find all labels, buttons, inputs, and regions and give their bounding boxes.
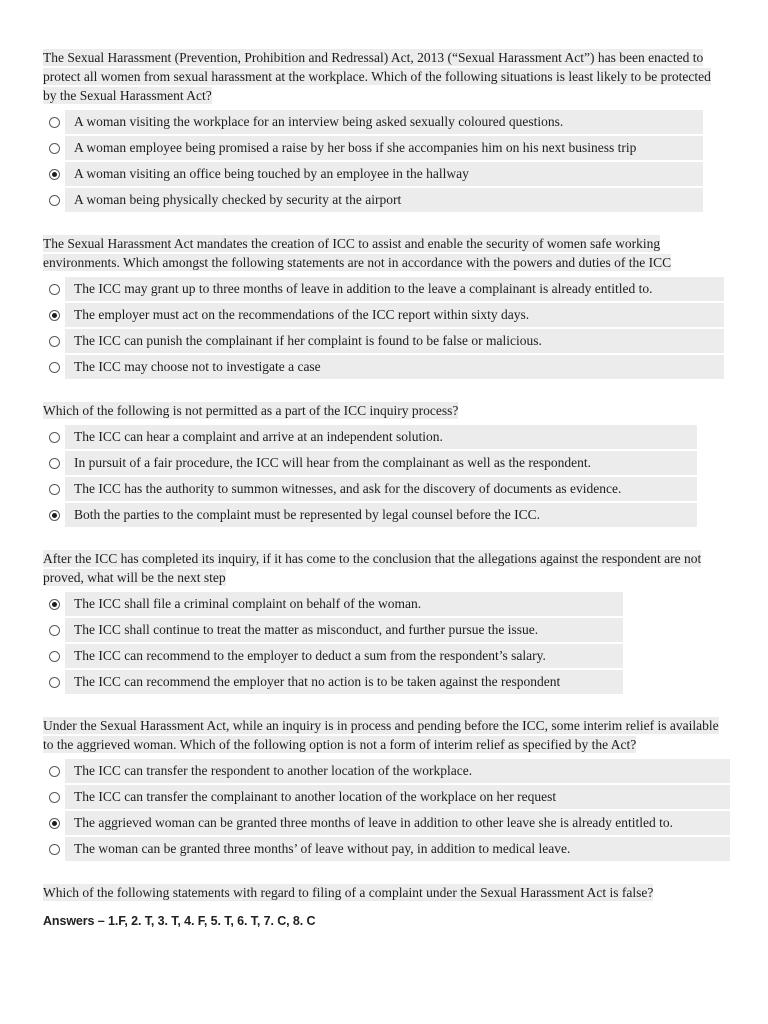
- option-row[interactable]: [43, 811, 730, 835]
- options-group: [43, 592, 623, 694]
- question-block-1: [43, 48, 728, 212]
- radio-cell: [43, 136, 65, 160]
- option-row[interactable]: [43, 355, 724, 379]
- option-row[interactable]: [43, 162, 703, 186]
- option-row[interactable]: [43, 592, 623, 616]
- radio-cell: [43, 355, 65, 379]
- question-text: [43, 48, 727, 105]
- radio-button-icon[interactable]: [49, 844, 60, 855]
- question-block-2: [43, 234, 728, 379]
- option-label: The ICC may grant up to three months of leave in addition to the leave a complainant is already entitled to.: [74, 281, 653, 296]
- question-block-5: [43, 716, 728, 861]
- radio-button-icon[interactable]: [49, 336, 60, 347]
- radio-cell: [43, 759, 65, 783]
- option-row[interactable]: [43, 477, 697, 501]
- option-label: The ICC shall continue to treat the matter as misconduct, and further pursue the issue.: [74, 622, 539, 637]
- radio-button-icon[interactable]: [49, 458, 60, 469]
- question-text: [43, 234, 727, 272]
- question-text: [43, 401, 727, 420]
- option-row[interactable]: [43, 451, 697, 475]
- radio-cell: [43, 670, 65, 694]
- option-row[interactable]: [43, 136, 703, 160]
- radio-cell: [43, 329, 65, 353]
- option-label: The ICC can transfer the respondent to another location of the workplace.: [74, 763, 473, 778]
- radio-cell: [43, 785, 65, 809]
- radio-cell: [43, 303, 65, 327]
- radio-cell: [43, 618, 65, 642]
- option-label: A woman being physically checked by security at the airport: [74, 192, 402, 207]
- radio-cell: [43, 162, 65, 186]
- option-label: The ICC shall file a criminal complaint on behalf of the woman.: [74, 596, 422, 611]
- option-label: The ICC has the authority to summon witnesses, and ask for the discovery of documents as evidence.: [74, 481, 622, 496]
- option-row[interactable]: [43, 644, 623, 668]
- radio-button-icon[interactable]: [49, 651, 60, 662]
- question-text: [43, 883, 727, 902]
- option-row[interactable]: [43, 188, 703, 212]
- option-label: The aggrieved woman can be granted three months of leave in addition to other leave she is already entitled to.: [74, 815, 674, 830]
- option-label: A woman employee being promised a raise by her boss if she accompanies him on his next business trip: [74, 140, 637, 155]
- options-group: [43, 277, 724, 379]
- option-row[interactable]: [43, 329, 724, 353]
- radio-button-icon[interactable]: [49, 362, 60, 373]
- question-text-highlight: The Sexual Harassment (Prevention, Prohibition and Redressal) Act, 2013 (“Sexual Harassment Act”) has been enacted to protect all women from sexual harassment at the workplace. Which of the following situations is least likely to be protected by the Sexual Harassment Act?: [43, 50, 711, 103]
- radio-cell: [43, 503, 65, 527]
- question-text: [43, 716, 727, 754]
- radio-button-icon[interactable]: [49, 766, 60, 777]
- options-group: [43, 759, 730, 861]
- option-label: The ICC can recommend to the employer to deduct a sum from the respondent’s salary.: [74, 648, 546, 663]
- radio-button-icon[interactable]: [49, 792, 60, 803]
- option-label: Both the parties to the complaint must be represented by legal counsel before the ICC.: [74, 507, 540, 522]
- radio-button-icon[interactable]: [49, 599, 60, 610]
- radio-button-icon[interactable]: [49, 510, 60, 521]
- option-label: The ICC can punish the complainant if her complaint is found to be false or malicious.: [74, 333, 542, 348]
- radio-button-icon[interactable]: [49, 310, 60, 321]
- option-label: The ICC may choose not to investigate a case: [74, 359, 321, 374]
- option-row[interactable]: [43, 303, 724, 327]
- radio-cell: [43, 592, 65, 616]
- answers-line: Answers – 1.F, 2. T, 3. T, 4. F, 5. T, 6. T, 7. C, 8. C: [43, 914, 316, 928]
- option-row[interactable]: [43, 618, 623, 642]
- radio-cell: [43, 477, 65, 501]
- radio-button-icon[interactable]: [49, 195, 60, 206]
- option-label: The ICC can hear a complaint and arrive at an independent solution.: [74, 429, 443, 444]
- option-row[interactable]: [43, 110, 703, 134]
- radio-button-icon[interactable]: [49, 143, 60, 154]
- option-row[interactable]: [43, 670, 623, 694]
- option-label: The ICC can recommend the employer that no action is to be taken against the respondent: [74, 674, 561, 689]
- radio-cell: [43, 644, 65, 668]
- radio-button-icon[interactable]: [49, 625, 60, 636]
- radio-button-icon[interactable]: [49, 432, 60, 443]
- question-text-highlight: Which of the following statements with regard to filing of a complaint under the Sexual Harassment Act is false?: [43, 885, 654, 900]
- radio-cell: [43, 425, 65, 449]
- option-label: The employer must act on the recommendations of the ICC report within sixty days.: [74, 307, 530, 322]
- question-text-highlight: After the ICC has completed its inquiry, if it has come to the conclusion that the allegations against the respondent are not proved, what will be the next step: [43, 551, 702, 585]
- question-text-highlight: Under the Sexual Harassment Act, while an inquiry is in process and pending before the ICC, some interim relief is available to the aggrieved woman. Which of the following option is not a form of interim relief as specified by the Act?: [43, 718, 719, 752]
- radio-cell: [43, 837, 65, 861]
- radio-cell: [43, 110, 65, 134]
- option-label: A woman visiting the workplace for an interview being asked sexually coloured questions.: [74, 114, 564, 129]
- radio-cell: [43, 451, 65, 475]
- question-text: [43, 549, 727, 587]
- radio-cell: [43, 277, 65, 301]
- radio-button-icon[interactable]: [49, 677, 60, 688]
- option-label: A woman visiting an office being touched by an employee in the hallway: [74, 166, 469, 181]
- option-row[interactable]: [43, 837, 730, 861]
- option-row[interactable]: [43, 425, 697, 449]
- question-block-6: [43, 883, 728, 902]
- question-text-highlight: Which of the following is not permitted as a part of the ICC inquiry process?: [43, 403, 459, 418]
- radio-cell: [43, 188, 65, 212]
- question-text-highlight: The Sexual Harassment Act mandates the creation of ICC to assist and enable the security of women safe working environments. Which amongst the following statements are not in accordance with the powers and duties of the ICC: [43, 236, 672, 270]
- radio-button-icon[interactable]: [49, 818, 60, 829]
- radio-button-icon[interactable]: [49, 484, 60, 495]
- option-label: In pursuit of a fair procedure, the ICC will hear from the complainant as well as the respondent.: [74, 455, 591, 470]
- options-group: [43, 110, 703, 212]
- option-row[interactable]: [43, 277, 724, 301]
- question-block-3: [43, 401, 728, 527]
- radio-button-icon[interactable]: [49, 284, 60, 295]
- question-block-4: [43, 549, 728, 694]
- option-label: The woman can be granted three months’ of leave without pay, in addition to medical leave.: [74, 841, 571, 856]
- radio-button-icon[interactable]: [49, 169, 60, 180]
- option-row[interactable]: [43, 503, 697, 527]
- option-row[interactable]: [43, 759, 730, 783]
- option-label: The ICC can transfer the complainant to another location of the workplace on her request: [74, 789, 557, 804]
- radio-cell: [43, 811, 65, 835]
- radio-button-icon[interactable]: [49, 117, 60, 128]
- option-row[interactable]: [43, 785, 730, 809]
- options-group: [43, 425, 697, 527]
